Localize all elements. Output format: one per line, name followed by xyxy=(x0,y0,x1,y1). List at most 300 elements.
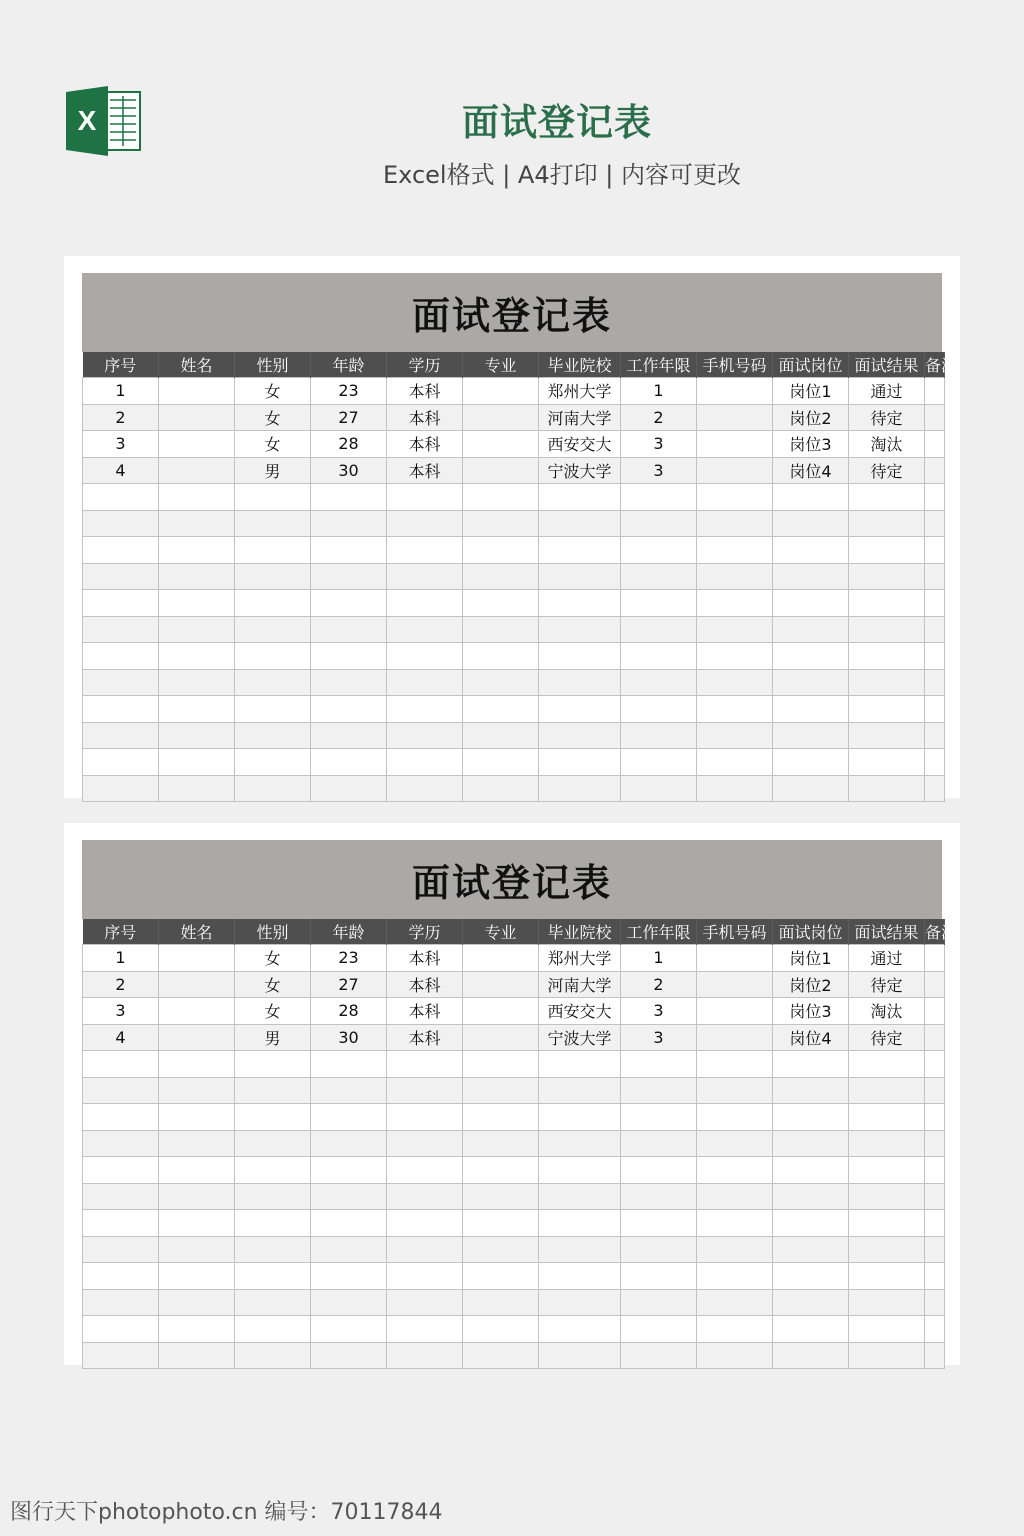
table-cell[interactable] xyxy=(83,1316,159,1343)
table-cell[interactable] xyxy=(697,378,773,405)
table-cell[interactable] xyxy=(463,484,539,511)
table-cell[interactable] xyxy=(463,1289,539,1316)
table-cell[interactable] xyxy=(387,1289,463,1316)
table-cell[interactable] xyxy=(311,1051,387,1078)
table-cell[interactable] xyxy=(463,616,539,643)
table-cell[interactable]: 河南大学 xyxy=(539,404,621,431)
table-cell[interactable] xyxy=(387,1157,463,1184)
table-cell[interactable] xyxy=(773,1104,849,1131)
table-cell[interactable] xyxy=(849,1077,925,1104)
table-cell[interactable] xyxy=(83,1342,159,1369)
table-cell[interactable]: 待定 xyxy=(849,1024,925,1051)
table-cell[interactable]: 岗位4 xyxy=(773,1024,849,1051)
table-cell[interactable] xyxy=(849,749,925,776)
table-cell[interactable] xyxy=(159,590,235,617)
table-cell[interactable] xyxy=(463,510,539,537)
table-cell[interactable] xyxy=(235,537,311,564)
table-cell[interactable] xyxy=(311,1157,387,1184)
table-cell[interactable] xyxy=(697,775,773,802)
column-header[interactable]: 工作年限 xyxy=(621,352,697,378)
table-cell[interactable] xyxy=(697,510,773,537)
table-cell[interactable] xyxy=(539,1210,621,1237)
table-cell[interactable] xyxy=(539,696,621,723)
table-cell[interactable] xyxy=(621,1210,697,1237)
table-cell[interactable] xyxy=(773,1236,849,1263)
table-cell[interactable] xyxy=(387,669,463,696)
table-cell[interactable] xyxy=(925,457,945,484)
table-cell[interactable] xyxy=(83,749,159,776)
table-cell[interactable]: 通过 xyxy=(849,945,925,972)
table-cell[interactable] xyxy=(235,616,311,643)
table-cell[interactable] xyxy=(697,484,773,511)
table-cell[interactable] xyxy=(697,1316,773,1343)
table-cell[interactable] xyxy=(925,749,945,776)
table-cell[interactable] xyxy=(925,431,945,458)
table-cell[interactable]: 3 xyxy=(621,431,697,458)
table-cell[interactable] xyxy=(539,669,621,696)
table-cell[interactable] xyxy=(311,1236,387,1263)
table-cell[interactable]: 女 xyxy=(235,998,311,1025)
table-cell[interactable] xyxy=(621,1289,697,1316)
table-cell[interactable] xyxy=(697,945,773,972)
table-cell[interactable] xyxy=(83,563,159,590)
table-cell[interactable] xyxy=(697,669,773,696)
table-cell[interactable]: 宁波大学 xyxy=(539,1024,621,1051)
table-cell[interactable] xyxy=(773,537,849,564)
table-cell[interactable]: 西安交大 xyxy=(539,431,621,458)
table-cell[interactable] xyxy=(159,457,235,484)
table-cell[interactable]: 1 xyxy=(621,378,697,405)
table-cell[interactable] xyxy=(773,749,849,776)
table-cell[interactable] xyxy=(159,775,235,802)
table-cell[interactable] xyxy=(621,484,697,511)
table-cell[interactable] xyxy=(463,775,539,802)
column-header[interactable]: 性别 xyxy=(235,352,311,378)
table-cell[interactable]: 郑州大学 xyxy=(539,378,621,405)
table-cell[interactable]: 4 xyxy=(83,457,159,484)
table-cell[interactable] xyxy=(311,1077,387,1104)
table-cell[interactable] xyxy=(925,998,945,1025)
table-cell[interactable] xyxy=(697,1157,773,1184)
table-cell[interactable]: 本科 xyxy=(387,945,463,972)
table-cell[interactable]: 男 xyxy=(235,457,311,484)
table-cell[interactable] xyxy=(925,510,945,537)
table-cell[interactable] xyxy=(83,1236,159,1263)
table-cell[interactable] xyxy=(539,643,621,670)
table-cell[interactable] xyxy=(925,669,945,696)
table-cell[interactable] xyxy=(463,696,539,723)
table-cell[interactable] xyxy=(925,945,945,972)
table-cell[interactable] xyxy=(849,1316,925,1343)
table-cell[interactable] xyxy=(159,1024,235,1051)
table-cell[interactable] xyxy=(235,1236,311,1263)
table-cell[interactable] xyxy=(849,563,925,590)
table-cell[interactable] xyxy=(83,1104,159,1131)
table-cell[interactable] xyxy=(463,1183,539,1210)
column-header[interactable]: 年龄 xyxy=(311,352,387,378)
table-cell[interactable] xyxy=(773,1210,849,1237)
table-cell[interactable] xyxy=(697,563,773,590)
table-cell[interactable] xyxy=(83,1157,159,1184)
table-cell[interactable] xyxy=(539,749,621,776)
table-cell[interactable] xyxy=(387,749,463,776)
table-cell[interactable]: 女 xyxy=(235,971,311,998)
table-cell[interactable]: 女 xyxy=(235,404,311,431)
table-cell[interactable]: 岗位2 xyxy=(773,404,849,431)
table-cell[interactable] xyxy=(387,1342,463,1369)
table-cell[interactable] xyxy=(235,1104,311,1131)
table-cell[interactable] xyxy=(463,749,539,776)
table-cell[interactable] xyxy=(83,643,159,670)
table-cell[interactable] xyxy=(849,1342,925,1369)
table-cell[interactable] xyxy=(83,1130,159,1157)
table-cell[interactable] xyxy=(697,1342,773,1369)
table-cell[interactable] xyxy=(463,1342,539,1369)
table-cell[interactable] xyxy=(773,484,849,511)
table-cell[interactable] xyxy=(621,722,697,749)
table-cell[interactable] xyxy=(387,1210,463,1237)
table-cell[interactable] xyxy=(925,1183,945,1210)
table-cell[interactable] xyxy=(697,643,773,670)
table-cell[interactable] xyxy=(849,722,925,749)
table-cell[interactable] xyxy=(311,616,387,643)
table-cell[interactable] xyxy=(849,537,925,564)
table-cell[interactable] xyxy=(925,971,945,998)
table-cell[interactable] xyxy=(159,1236,235,1263)
table-cell[interactable] xyxy=(83,616,159,643)
table-cell[interactable] xyxy=(235,590,311,617)
table-cell[interactable] xyxy=(235,775,311,802)
table-cell[interactable] xyxy=(235,696,311,723)
table-cell[interactable] xyxy=(83,1263,159,1290)
table-cell[interactable] xyxy=(849,775,925,802)
table-cell[interactable]: 岗位3 xyxy=(773,431,849,458)
table-cell[interactable] xyxy=(159,404,235,431)
table-cell[interactable] xyxy=(311,749,387,776)
table-cell[interactable] xyxy=(925,1263,945,1290)
table-cell[interactable] xyxy=(235,1077,311,1104)
table-cell[interactable]: 女 xyxy=(235,431,311,458)
column-header[interactable]: 序号 xyxy=(83,919,159,945)
column-header[interactable]: 专业 xyxy=(463,352,539,378)
table-cell[interactable] xyxy=(159,749,235,776)
table-cell[interactable] xyxy=(773,1077,849,1104)
table-cell[interactable] xyxy=(311,696,387,723)
table-cell[interactable] xyxy=(159,998,235,1025)
table-cell[interactable]: 待定 xyxy=(849,971,925,998)
table-cell[interactable] xyxy=(539,537,621,564)
table-cell[interactable] xyxy=(463,1316,539,1343)
table-cell[interactable] xyxy=(773,643,849,670)
table-cell[interactable] xyxy=(539,616,621,643)
table-cell[interactable] xyxy=(539,1289,621,1316)
table-cell[interactable] xyxy=(539,1130,621,1157)
table-cell[interactable]: 本科 xyxy=(387,998,463,1025)
table-cell[interactable] xyxy=(463,1236,539,1263)
table-cell[interactable] xyxy=(311,1130,387,1157)
table-cell[interactable] xyxy=(159,1289,235,1316)
table-cell[interactable] xyxy=(621,1130,697,1157)
table-cell[interactable] xyxy=(773,510,849,537)
column-header[interactable]: 性别 xyxy=(235,919,311,945)
column-header[interactable]: 姓名 xyxy=(159,919,235,945)
table-cell[interactable] xyxy=(925,722,945,749)
table-cell[interactable] xyxy=(159,945,235,972)
table-cell[interactable] xyxy=(235,1210,311,1237)
table-cell[interactable] xyxy=(925,590,945,617)
table-cell[interactable] xyxy=(925,696,945,723)
table-cell[interactable]: 4 xyxy=(83,1024,159,1051)
table-cell[interactable] xyxy=(849,1130,925,1157)
table-cell[interactable] xyxy=(311,510,387,537)
table-cell[interactable]: 23 xyxy=(311,945,387,972)
table-cell[interactable] xyxy=(925,616,945,643)
table-cell[interactable] xyxy=(539,484,621,511)
table-cell[interactable]: 岗位4 xyxy=(773,457,849,484)
table-cell[interactable] xyxy=(621,1342,697,1369)
table-cell[interactable] xyxy=(925,404,945,431)
table-cell[interactable] xyxy=(463,643,539,670)
table-cell[interactable] xyxy=(159,510,235,537)
table-cell[interactable] xyxy=(463,669,539,696)
table-cell[interactable]: 本科 xyxy=(387,457,463,484)
table-cell[interactable] xyxy=(463,1077,539,1104)
table-cell[interactable]: 女 xyxy=(235,378,311,405)
table-cell[interactable] xyxy=(235,484,311,511)
table-cell[interactable] xyxy=(235,1051,311,1078)
column-header[interactable]: 学历 xyxy=(387,919,463,945)
table-cell[interactable] xyxy=(235,1263,311,1290)
table-cell[interactable] xyxy=(463,404,539,431)
table-cell[interactable] xyxy=(311,1210,387,1237)
table-cell[interactable] xyxy=(621,696,697,723)
table-cell[interactable] xyxy=(849,1157,925,1184)
column-header[interactable]: 备注 xyxy=(925,352,945,378)
table-cell[interactable] xyxy=(925,378,945,405)
table-cell[interactable] xyxy=(697,722,773,749)
table-cell[interactable]: 待定 xyxy=(849,404,925,431)
table-cell[interactable]: 本科 xyxy=(387,971,463,998)
table-cell[interactable] xyxy=(83,590,159,617)
table-cell[interactable] xyxy=(849,1104,925,1131)
table-cell[interactable] xyxy=(849,1263,925,1290)
table-cell[interactable] xyxy=(925,1157,945,1184)
table-cell[interactable] xyxy=(159,1316,235,1343)
table-cell[interactable] xyxy=(621,563,697,590)
table-cell[interactable]: 23 xyxy=(311,378,387,405)
table-cell[interactable] xyxy=(387,643,463,670)
table-cell[interactable] xyxy=(773,616,849,643)
table-cell[interactable]: 岗位2 xyxy=(773,971,849,998)
column-header[interactable]: 年龄 xyxy=(311,919,387,945)
table-cell[interactable] xyxy=(83,722,159,749)
table-cell[interactable] xyxy=(83,1183,159,1210)
table-cell[interactable] xyxy=(159,563,235,590)
table-cell[interactable] xyxy=(159,537,235,564)
table-cell[interactable] xyxy=(83,484,159,511)
table-cell[interactable] xyxy=(159,484,235,511)
table-cell[interactable] xyxy=(83,775,159,802)
table-cell[interactable]: 女 xyxy=(235,945,311,972)
table-cell[interactable] xyxy=(621,749,697,776)
table-cell[interactable]: 2 xyxy=(621,404,697,431)
table-cell[interactable]: 郑州大学 xyxy=(539,945,621,972)
table-cell[interactable]: 岗位3 xyxy=(773,998,849,1025)
table-cell[interactable]: 岗位1 xyxy=(773,945,849,972)
table-cell[interactable] xyxy=(83,1289,159,1316)
table-cell[interactable] xyxy=(697,1183,773,1210)
table-cell[interactable]: 通过 xyxy=(849,378,925,405)
table-cell[interactable] xyxy=(697,1024,773,1051)
table-cell[interactable] xyxy=(387,1316,463,1343)
table-cell[interactable] xyxy=(697,998,773,1025)
table-cell[interactable] xyxy=(463,431,539,458)
table-cell[interactable] xyxy=(387,537,463,564)
table-cell[interactable] xyxy=(159,696,235,723)
column-header[interactable]: 备注 xyxy=(925,919,945,945)
table-cell[interactable]: 待定 xyxy=(849,457,925,484)
table-cell[interactable] xyxy=(849,1051,925,1078)
table-cell[interactable] xyxy=(463,1024,539,1051)
table-cell[interactable] xyxy=(83,696,159,723)
table-cell[interactable] xyxy=(697,616,773,643)
table-cell[interactable] xyxy=(697,590,773,617)
table-cell[interactable] xyxy=(311,669,387,696)
table-cell[interactable] xyxy=(235,1157,311,1184)
table-cell[interactable]: 淘汰 xyxy=(849,431,925,458)
table-cell[interactable] xyxy=(83,669,159,696)
table-cell[interactable] xyxy=(697,971,773,998)
table-cell[interactable] xyxy=(159,431,235,458)
table-cell[interactable] xyxy=(159,643,235,670)
column-header[interactable]: 毕业院校 xyxy=(539,919,621,945)
table-cell[interactable] xyxy=(621,1263,697,1290)
table-cell[interactable] xyxy=(539,1316,621,1343)
table-cell[interactable] xyxy=(773,1263,849,1290)
table-cell[interactable]: 本科 xyxy=(387,404,463,431)
table-cell[interactable] xyxy=(387,1263,463,1290)
table-cell[interactable] xyxy=(311,563,387,590)
table-cell[interactable] xyxy=(925,1024,945,1051)
table-cell[interactable] xyxy=(83,1077,159,1104)
table-cell[interactable]: 宁波大学 xyxy=(539,457,621,484)
table-cell[interactable] xyxy=(849,696,925,723)
table-cell[interactable] xyxy=(773,1130,849,1157)
table-cell[interactable] xyxy=(83,537,159,564)
table-cell[interactable] xyxy=(773,669,849,696)
table-cell[interactable] xyxy=(387,484,463,511)
table-cell[interactable] xyxy=(311,1263,387,1290)
table-cell[interactable] xyxy=(773,1183,849,1210)
table-cell[interactable]: 28 xyxy=(311,431,387,458)
table-cell[interactable] xyxy=(83,1051,159,1078)
table-cell[interactable] xyxy=(621,1051,697,1078)
table-cell[interactable] xyxy=(925,643,945,670)
table-cell[interactable] xyxy=(621,643,697,670)
table-cell[interactable] xyxy=(539,1077,621,1104)
table-cell[interactable] xyxy=(621,590,697,617)
table-cell[interactable] xyxy=(925,1210,945,1237)
table-cell[interactable]: 1 xyxy=(83,945,159,972)
table-cell[interactable] xyxy=(387,722,463,749)
table-cell[interactable] xyxy=(235,1183,311,1210)
table-cell[interactable] xyxy=(159,1157,235,1184)
table-cell[interactable] xyxy=(159,1210,235,1237)
table-cell[interactable] xyxy=(387,1077,463,1104)
table-cell[interactable] xyxy=(925,1342,945,1369)
table-cell[interactable] xyxy=(925,1316,945,1343)
table-cell[interactable]: 3 xyxy=(621,998,697,1025)
column-header[interactable]: 学历 xyxy=(387,352,463,378)
table-cell[interactable] xyxy=(621,1104,697,1131)
table-cell[interactable] xyxy=(159,1077,235,1104)
table-cell[interactable] xyxy=(463,1210,539,1237)
table-cell[interactable] xyxy=(849,1210,925,1237)
table-cell[interactable] xyxy=(311,1183,387,1210)
table-cell[interactable]: 2 xyxy=(83,404,159,431)
table-cell[interactable] xyxy=(235,1316,311,1343)
table-cell[interactable] xyxy=(539,563,621,590)
table-cell[interactable]: 2 xyxy=(83,971,159,998)
table-cell[interactable] xyxy=(235,1289,311,1316)
table-cell[interactable] xyxy=(159,1051,235,1078)
table-cell[interactable] xyxy=(697,537,773,564)
table-cell[interactable] xyxy=(311,537,387,564)
table-cell[interactable] xyxy=(159,1104,235,1131)
table-cell[interactable] xyxy=(773,696,849,723)
table-cell[interactable] xyxy=(773,1051,849,1078)
table-cell[interactable] xyxy=(539,1342,621,1369)
table-cell[interactable] xyxy=(925,537,945,564)
table-cell[interactable] xyxy=(159,616,235,643)
table-cell[interactable] xyxy=(83,1210,159,1237)
table-cell[interactable] xyxy=(387,1183,463,1210)
table-cell[interactable] xyxy=(925,1236,945,1263)
table-cell[interactable] xyxy=(159,669,235,696)
table-cell[interactable] xyxy=(159,1183,235,1210)
table-cell[interactable] xyxy=(387,590,463,617)
column-header[interactable]: 面试岗位 xyxy=(773,352,849,378)
table-cell[interactable] xyxy=(773,1157,849,1184)
table-cell[interactable] xyxy=(387,510,463,537)
table-cell[interactable] xyxy=(697,696,773,723)
table-cell[interactable] xyxy=(463,1051,539,1078)
table-cell[interactable]: 3 xyxy=(83,431,159,458)
table-cell[interactable] xyxy=(387,616,463,643)
table-cell[interactable] xyxy=(235,643,311,670)
table-cell[interactable] xyxy=(621,775,697,802)
table-cell[interactable] xyxy=(925,1289,945,1316)
table-cell[interactable] xyxy=(697,1236,773,1263)
table-cell[interactable] xyxy=(159,722,235,749)
table-cell[interactable] xyxy=(697,457,773,484)
table-cell[interactable]: 岗位1 xyxy=(773,378,849,405)
table-cell[interactable] xyxy=(463,1130,539,1157)
table-cell[interactable] xyxy=(311,590,387,617)
table-cell[interactable] xyxy=(311,775,387,802)
table-cell[interactable] xyxy=(387,696,463,723)
table-cell[interactable] xyxy=(621,1183,697,1210)
table-cell[interactable] xyxy=(697,404,773,431)
table-cell[interactable] xyxy=(697,1051,773,1078)
table-cell[interactable] xyxy=(697,1289,773,1316)
table-cell[interactable] xyxy=(235,510,311,537)
table-cell[interactable]: 淘汰 xyxy=(849,998,925,1025)
table-cell[interactable] xyxy=(539,590,621,617)
table-cell[interactable] xyxy=(159,1130,235,1157)
table-cell[interactable] xyxy=(311,643,387,670)
column-header[interactable]: 面试结果 xyxy=(849,919,925,945)
